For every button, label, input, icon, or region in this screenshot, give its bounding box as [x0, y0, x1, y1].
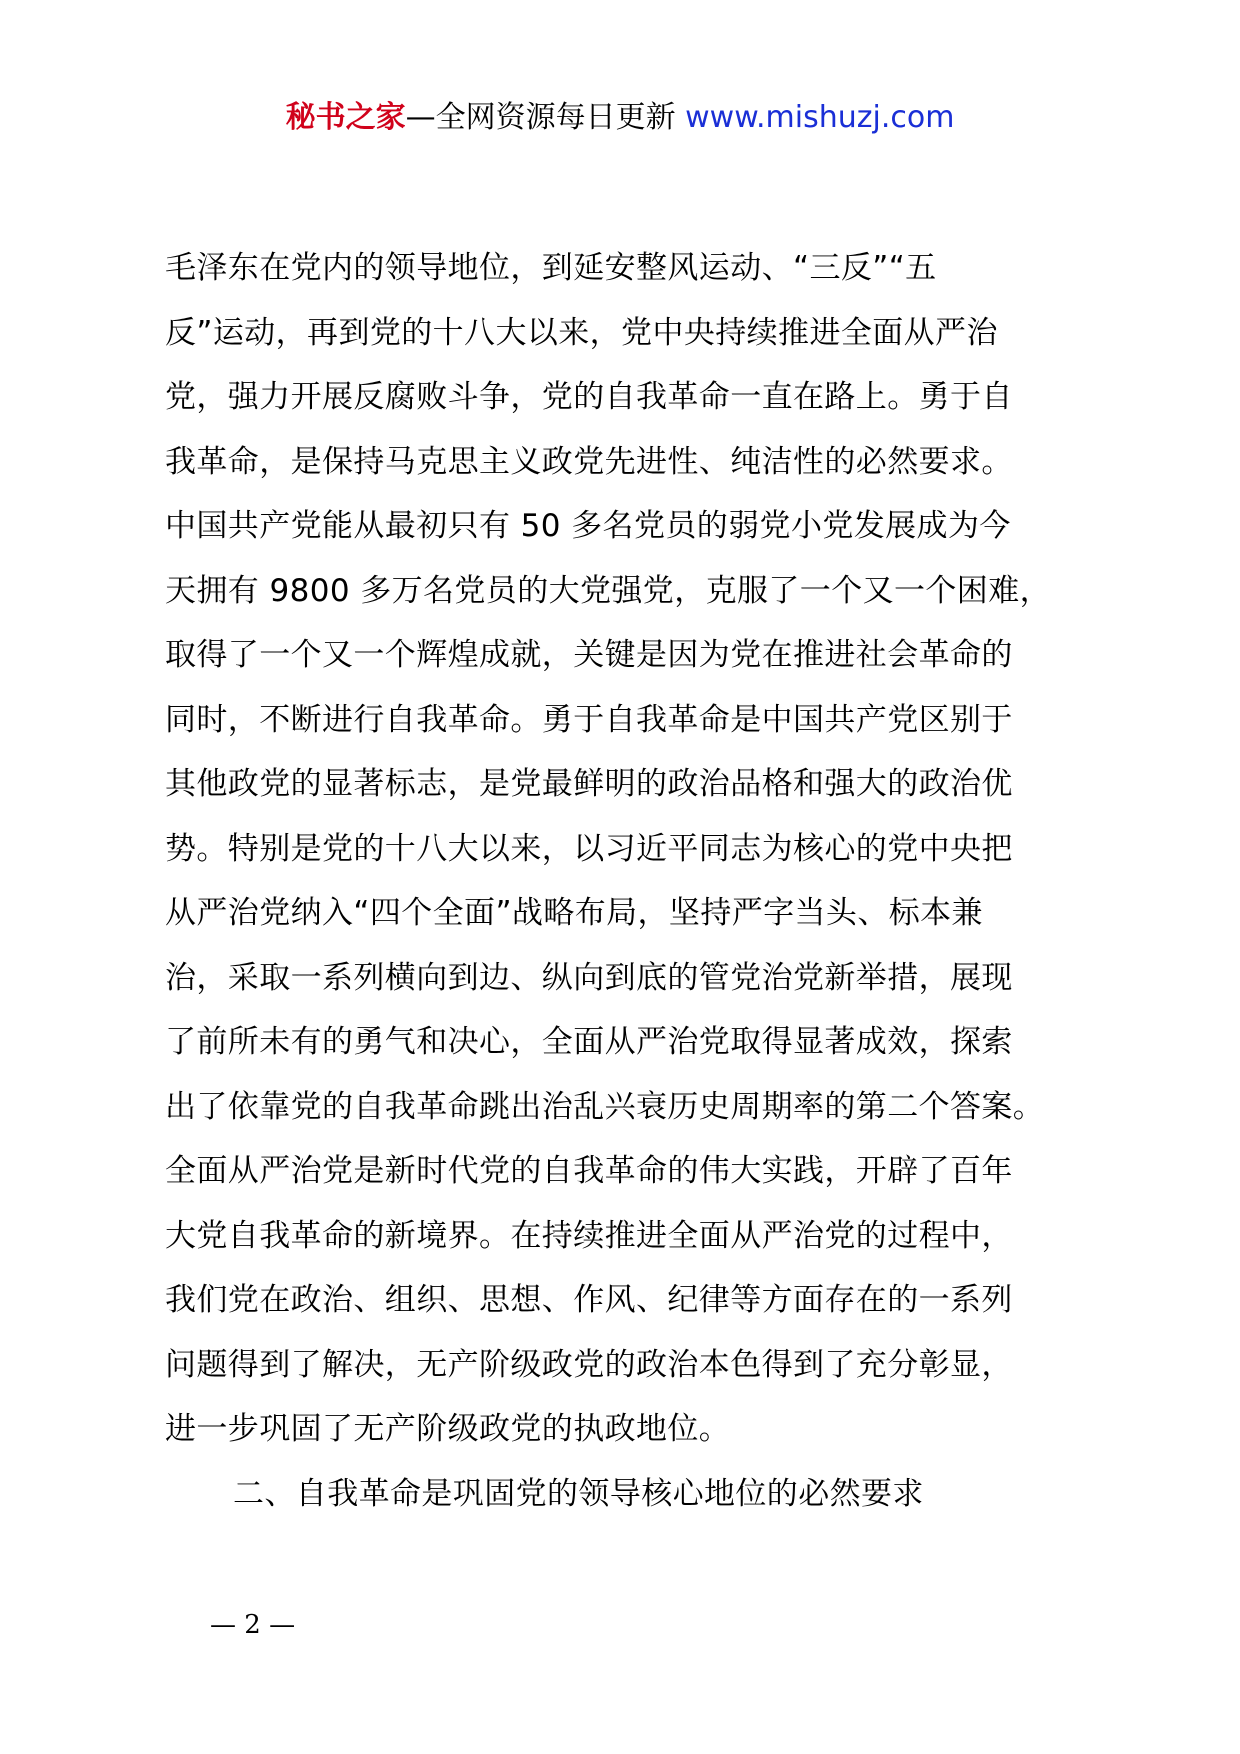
site-url-link[interactable]: www.mishuzj.com [685, 100, 955, 135]
page-header [0, 98, 1240, 138]
paragraph-line: 反”运动，再到党的十八大以来，党中央持续推进全面从严治 [165, 314, 998, 351]
paragraph-line: 出了依靠党的自我革命跳出治乱兴衰历史周期率的第二个答案。 [165, 1088, 1045, 1125]
paragraph-line: 取得了一个又一个辉煌成就，关键是因为党在推进社会革命的 [165, 637, 1013, 673]
paragraph-line: 党，强力开展反腐败斗争，党的自我革命一直在路上。勇于自 [165, 379, 1013, 415]
paragraph-line: 问题得到了解决，无产阶级政党的政治本色得到了充分彰显， [165, 1346, 1013, 1383]
site-tagline: —全网资源每日更新 [405, 100, 676, 135]
document-body [165, 236, 1095, 1526]
paragraph-line: 同时，不断进行自我革命。勇于自我革命是中国共产党区别于 [165, 701, 1013, 738]
paragraph-line: 全面从严治党是新时代党的自我革命的伟大实践，开辟了百年 [165, 1153, 1013, 1189]
paragraph-line: 其他政党的显著标志，是党最鲜明的政治品格和强大的政治优 [165, 766, 1013, 802]
paragraph-line: 了前所未有的勇气和决心，全面从严治党取得显著成效，探索 [165, 1024, 1013, 1060]
page-number: — 2 — [210, 1610, 296, 1640]
paragraph-line: 治，采取一系列横向到边、纵向到底的管党治党新举措，展现 [165, 959, 1013, 996]
paragraph-line: 我们党在政治、组织、思想、作风、纪律等方面存在的一系列 [165, 1282, 1013, 1318]
section-heading: 二、自我革命是巩固党的领导核心地位的必然要求 [233, 1475, 924, 1512]
paragraph-line: 中国共产党能从最初只有 50 多名党员的弱党小党发展成为今 [165, 508, 1011, 544]
paragraph-line: 从严治党纳入“四个全面”战略布局，坚持严字当头、标本兼 [165, 895, 983, 931]
paragraph-line: 我革命，是保持马克思主义政党先进性、纯洁性的必然要求。 [165, 443, 1013, 480]
paragraph-line: 进一步巩固了无产阶级政党的执政地位。 [165, 1411, 731, 1447]
paragraph-line: 天拥有 9800 多万名党员的大党强党，克服了一个又一个困难， [165, 572, 1051, 609]
paragraph-line: 势。特别是党的十八大以来，以习近平同志为核心的党中央把 [165, 830, 1013, 867]
site-brand: 秘书之家 [285, 100, 406, 135]
paragraph-line: 毛泽东在党内的领导地位，到延安整风运动、“三反”“五 [165, 250, 937, 286]
paragraph-line: 大党自我革命的新境界。在持续推进全面从严治党的过程中， [165, 1217, 1013, 1254]
